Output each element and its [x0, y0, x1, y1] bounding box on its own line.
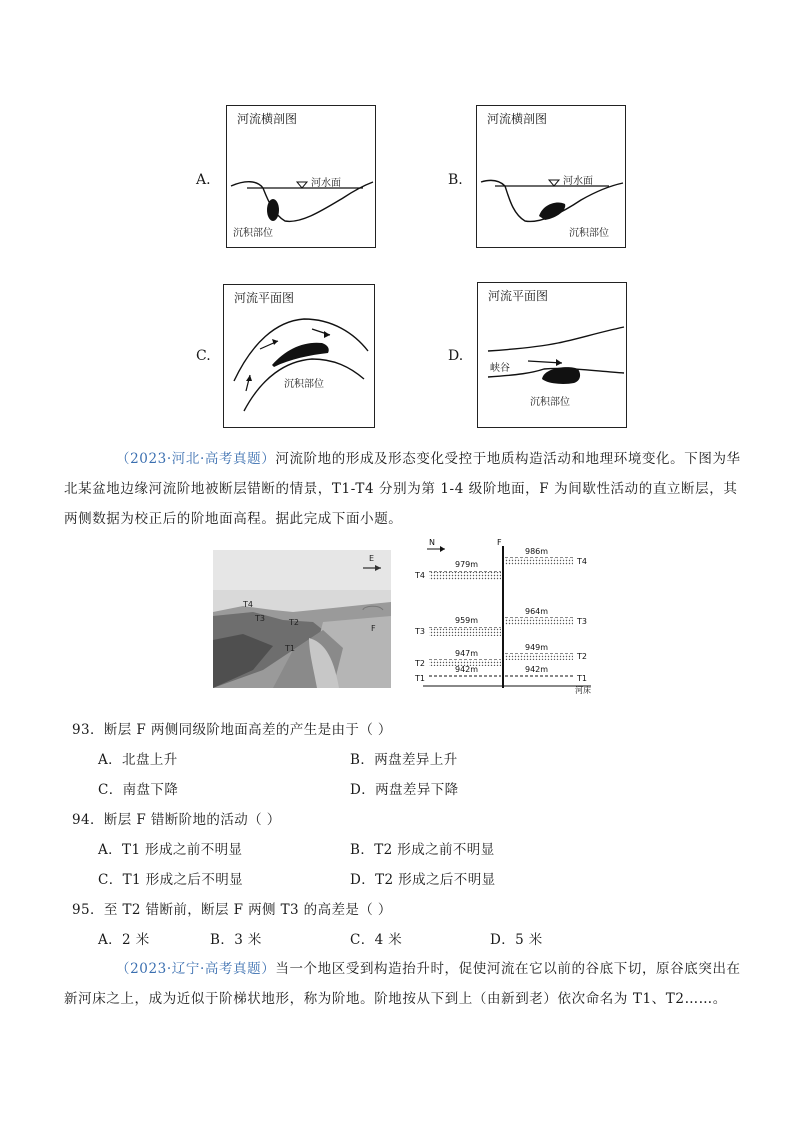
terrace-photo-image [213, 550, 391, 688]
fault-f-label: F [497, 538, 502, 547]
right-terrace-elev-t4: 986m [525, 547, 549, 556]
question-93-option-d[interactable]: D．两盘差异下降 [350, 782, 459, 798]
option-b-letter: B. [448, 172, 463, 188]
question-94-option-a[interactable]: A．T1 形成之前不明显 [98, 842, 243, 858]
intro-liaoning-line1: 当一个地区受到构造抬升时，促使河流在它以前的谷底下切，原谷底突出在 [275, 961, 741, 977]
diagram-a-deposit-label: 沉积部位 [233, 228, 273, 239]
question-94-stem: 94．断层 F 错断阶地的活动（ ） [72, 812, 281, 828]
diagram-d-deposit-label: 沉积部位 [530, 397, 570, 408]
left-terrace-name-t1: T1 [415, 674, 425, 683]
terrace-photo [213, 550, 391, 688]
intro-hebei [64, 444, 754, 534]
intro-liaoning [64, 954, 754, 1014]
diagram-b-deposit-label: 沉积部位 [569, 228, 609, 239]
diagram-c-deposit-label: 沉积部位 [284, 379, 324, 390]
photo-terrace-label-t1: T1 [285, 644, 295, 653]
intro-liaoning-line2: 新河床之上，成为近似于阶梯状地形，称为阶地。阶地按从下到上（由新到老）依次命名为 T1、T2……。 [64, 991, 727, 1007]
source-tag-liaoning[interactable]: （2023·辽宁·高考真题） [116, 961, 276, 977]
diagram-b-cross-section [476, 105, 626, 248]
question-93-option-c[interactable]: C．南盘下降 [98, 782, 179, 798]
question-95-option-a[interactable]: A．2 米 [98, 932, 150, 948]
left-terrace-elev-t3: 959m [455, 616, 479, 625]
right-terrace-elev-t1: 942m [525, 665, 549, 674]
right-terrace-elev-t3: 964m [525, 607, 549, 616]
diagram-d-title: 河流平面图 [488, 289, 549, 303]
right-terrace-name-t3: T3 [577, 617, 587, 626]
option-a-letter: A. [196, 172, 211, 188]
left-terrace-elev-t2: 947m [455, 649, 479, 658]
photo-terrace-label-t2: T2 [289, 618, 299, 627]
diagram-a-cross-section [226, 105, 376, 248]
diagram-c-drawing [224, 285, 374, 427]
fault-elevation-figure [415, 538, 595, 694]
intro-hebei-line2: 北某盆地边缘河流阶地被断层错断的情景，T1-T4 分别为第 1-4 级阶地面，F 为间歇性活动的直立断层，其 [64, 481, 738, 497]
left-terrace-elev-t4: 979m [455, 560, 479, 569]
question-95-stem: 95．至 T2 错断前，断层 F 两侧 T3 的高差是（ ） [72, 902, 392, 918]
question-94-option-d[interactable]: D．T2 形成之后不明显 [350, 872, 496, 888]
left-terrace-name-t3: T3 [415, 627, 425, 636]
right-terrace-elev-t2: 949m [525, 643, 549, 652]
diagram-d-gorge-label: 峡谷 [490, 363, 510, 374]
diagram-c-title: 河流平面图 [234, 291, 295, 305]
photo-terrace-label-t4: T4 [243, 600, 253, 609]
left-terrace-name-t2: T2 [415, 659, 425, 668]
photo-fault-label: F [371, 624, 376, 633]
photo-terrace-label-t3: T3 [255, 614, 265, 623]
photo-east-label: E [369, 554, 375, 563]
intro-hebei-line1: 河流阶地的形成及形态变化受控于地质构造活动和地理环境变化。下图为华 [275, 451, 741, 467]
diagram-a-water-label: 河水面 [311, 178, 341, 189]
left-terrace-name-t4: T4 [415, 571, 425, 580]
right-terrace-name-t4: T4 [577, 557, 587, 566]
fault-riverbed-label: 河床 [575, 686, 591, 695]
question-94-option-c[interactable]: C．T1 形成之后不明显 [98, 872, 244, 888]
diagram-b-water-label: 河水面 [563, 176, 593, 187]
option-c-letter: C. [196, 348, 211, 364]
fault-north-label: N [429, 538, 435, 547]
right-terrace-name-t2: T2 [577, 652, 587, 661]
diagram-d-plan [477, 282, 627, 428]
intro-hebei-line3: 两侧数据为校正后的阶地面高程。据此完成下面小题。 [64, 511, 403, 527]
diagram-b-title: 河流横剖图 [487, 112, 548, 126]
diagram-a-title: 河流横剖图 [237, 112, 298, 126]
question-93-option-b[interactable]: B．两盘差异上升 [350, 752, 458, 768]
question-95-option-d[interactable]: D．5 米 [490, 932, 543, 948]
left-terrace-elev-t1: 942m [455, 665, 479, 674]
question-93-option-a[interactable]: A．北盘上升 [98, 752, 178, 768]
question-94-option-b[interactable]: B．T2 形成之前不明显 [350, 842, 495, 858]
fault-elevation-drawing [415, 538, 595, 694]
diagram-c-plan [223, 284, 375, 428]
question-93-stem: 93．断层 F 两侧同级阶地面高差的产生是由于（ ） [72, 722, 392, 738]
source-tag-hebei[interactable]: （2023·河北·高考真题） [116, 451, 276, 467]
option-d-letter: D. [448, 348, 464, 364]
question-95-option-b[interactable]: B．3 米 [210, 932, 262, 948]
right-terrace-name-t1: T1 [577, 674, 587, 683]
question-95-option-c[interactable]: C．4 米 [350, 932, 403, 948]
